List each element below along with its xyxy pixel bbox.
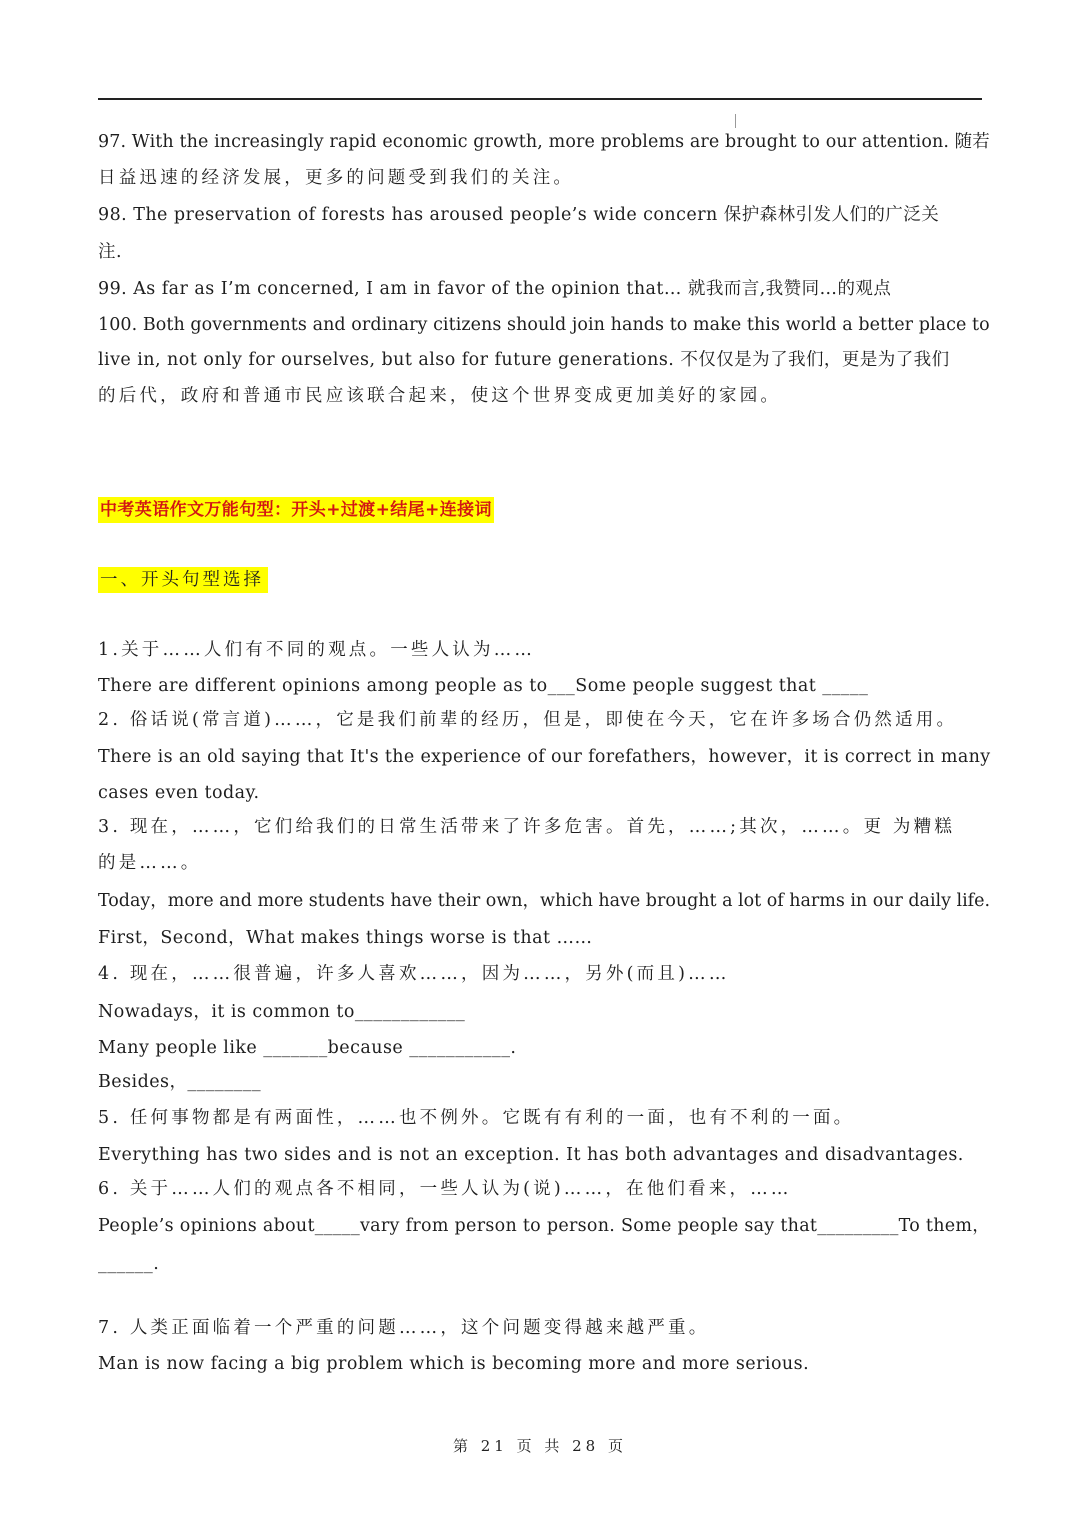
text-line: 的后代，政府和普通市民应该联合起来，使这个世界变成更加美好的家园。 [98,386,782,406]
page-number: 第 21 页 共 28 页 [452,1437,627,1455]
list-item: 2. 俗话说(常言道)……，它是我们前辈的经历，但是，即使在今天，它在许多场合仍然适用。 [98,710,958,730]
header-rule [98,98,982,100]
list-item: There is an old saying that It's the experience of our forefathers，however，it is correct in many [98,747,991,767]
list-item: Besides，________ [98,1072,262,1092]
list-item: cases even today. [98,783,260,803]
list-item: Everything has two sides and is not an exception. It has both advantages and disadvantages. [98,1145,964,1165]
text-line: 99. As far as I’m concerned, I am in favor of the opinion that… 就我而言,我赞同…的观点 [98,279,892,299]
list-item: There are different opinions among people as to___Some people suggest that _____ [98,676,869,696]
text-line: 注. [98,242,122,262]
text-line: 100. Both governments and ordinary citizens should join hands to make this world a better place to [98,315,990,335]
text-line: live in, not only for ourselves, but also for future generations. 不仅仅是为了我们，更是为了我们 [98,350,950,370]
list-item: Today，more and more students have their own，which have brought a lot of harms in our daily life. [98,891,991,911]
list-item: 1.关于……人们有不同的观点。一些人认为…… [98,640,536,660]
text-line: 日益迅速的经济发展，更多的问题受到我们的关注。 [98,168,575,188]
subsection-heading: 一、开头句型选择 [98,567,268,593]
list-item: 3. 现在，……，它们给我们的日常生活带来了许多危害。首先，……;其次，……。更 为糟糕 [98,817,956,837]
list-item: ______. [98,1254,160,1274]
list-item: 7. 人类正面临着一个严重的问题……，这个问题变得越来越严重。 [98,1318,710,1338]
list-item: Nowadays，it is common to____________ [98,1002,466,1022]
list-item: People’s opinions about_____vary from person to person. Some people say that_________To them， [98,1216,991,1236]
section-heading: 中考英语作文万能句型：开头+过渡+结尾+连接词 [98,497,494,523]
text-line: 98. The preservation of forests has aroused people’s wide concern 保护森林引发人们的广泛关 [98,205,940,225]
list-item: Many people like _______because ___________. [98,1038,517,1058]
list-item: 的是……。 [98,853,202,873]
list-item: 6. 关于……人们的观点各不相同，一些人认为(说)……，在他们看来，…… [98,1179,792,1199]
list-item: 4. 现在，……很普遍，许多人喜欢……，因为……，另外(而且)…… [98,964,730,984]
list-item: 5. 任何事物都是有两面性，……也不例外。它既有有利的一面，也有不利的一面。 [98,1108,855,1128]
list-item: First，Second，What makes things worse is that …… [98,928,593,948]
column-tick-mark [735,114,736,128]
list-item: Man is now facing a big problem which is becoming more and more serious. [98,1354,810,1374]
text-line: 97. With the increasingly rapid economic growth, more problems are brought to our attention. 随若 [98,132,990,152]
